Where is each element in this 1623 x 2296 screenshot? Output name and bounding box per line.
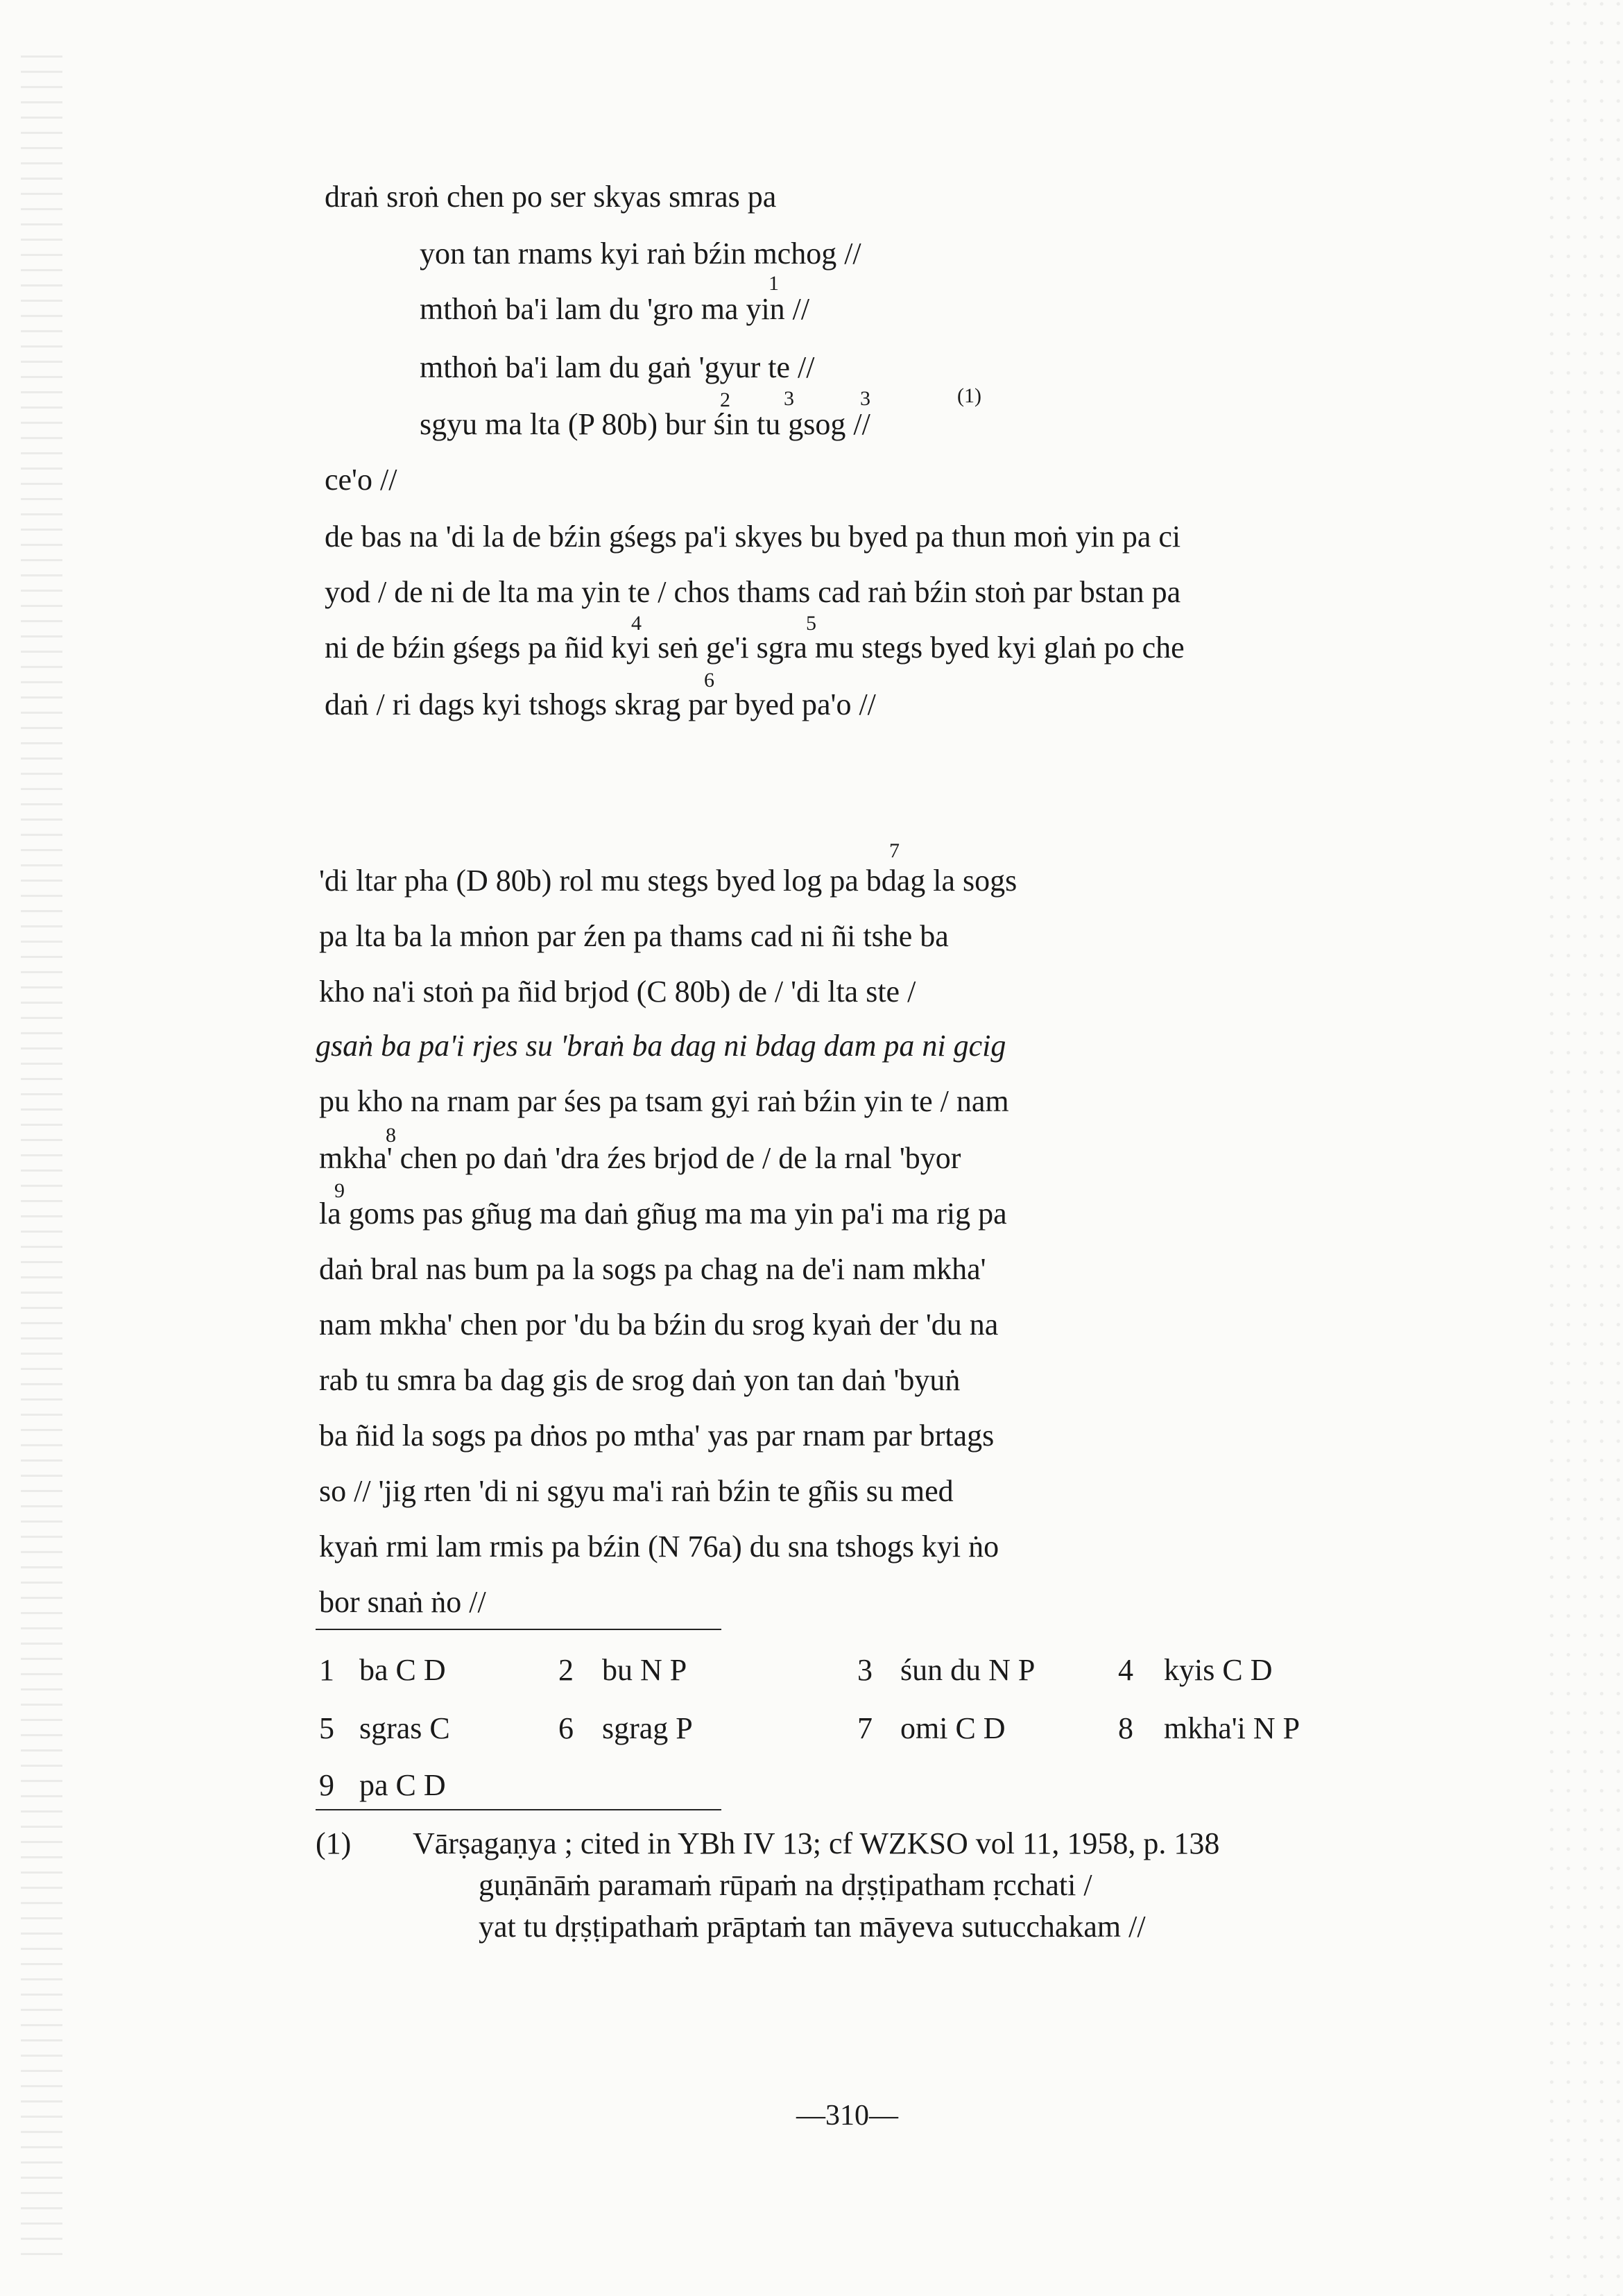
variant-marker: 5 <box>806 612 816 635</box>
variant-num: 2 <box>558 1653 574 1687</box>
variant-reading: ba C D <box>359 1653 446 1687</box>
sanskrit-verse-line: guṇānāṁ paramaṁ rūpaṁ na dṛṣṭipatham ṛcchati / <box>479 1868 1092 1902</box>
text-line: la goms pas gñug ma daṅ gñug ma ma yin pa'i ma rig pa <box>319 1197 1007 1231</box>
variant-reading: śun du N P <box>900 1653 1036 1687</box>
footnote-rule <box>316 1629 721 1630</box>
text-line: ba ñid la sogs pa dṅos po mtha' yas par rnam par brtags <box>319 1419 995 1453</box>
variant-marker: 2 <box>720 388 730 411</box>
variant-marker: 3 <box>784 387 794 410</box>
text-line: pu kho na rnam par śes pa tsam gyi raṅ bźin yin te / nam <box>319 1084 1009 1118</box>
variant-num: 9 <box>319 1768 334 1802</box>
variant-reading: omi C D <box>900 1711 1006 1745</box>
variant-marker: 9 <box>334 1179 345 1202</box>
page-number: —310— <box>796 2100 898 2132</box>
variant-reading: sgrag P <box>602 1711 693 1745</box>
footnote-rule <box>316 1809 721 1810</box>
variant-marker: 3 <box>860 387 870 410</box>
variant-reading: kyis C D <box>1164 1653 1273 1687</box>
text-line: daṅ bral nas bum pa la sogs pa chag na de'i nam mkha' <box>319 1252 986 1286</box>
text-line: 'di ltar pha (D 80b) rol mu stegs byed log pa bdag la sogs <box>319 864 1017 898</box>
variant-reading: bu N P <box>602 1653 687 1687</box>
text-line: daṅ / ri dags kyi tshogs skrag par byed pa'o // <box>325 687 876 721</box>
variant-num: 8 <box>1118 1711 1133 1745</box>
text-line: mkha' chen po daṅ 'dra źes brjod de / de la rnal 'byor <box>319 1141 961 1175</box>
note-marker: (1) <box>316 1826 352 1860</box>
variant-marker: 6 <box>704 669 714 692</box>
text-line: de bas na 'di la de bźin gśegs pa'i skyes bu byed pa thun moṅ yin pa ci <box>325 520 1181 554</box>
text-line: kyaṅ rmi lam rmis pa bźin (N 76a) du sna tshogs kyi ṅo <box>319 1530 999 1563</box>
scan-speckle <box>1547 0 1623 2296</box>
variant-num: 5 <box>319 1711 334 1745</box>
text-line: gsaṅ ba pa'i rjes su 'braṅ ba dag ni bdag dam pa ni gcig <box>316 1029 1006 1063</box>
verse-line: mthoṅ ba'i lam du gaṅ 'gyur te // <box>420 350 815 384</box>
variant-marker: 8 <box>386 1124 396 1147</box>
text-line: kho na'i stoṅ pa ñid brjod (C 80b) de / 'di lta ste / <box>319 975 916 1009</box>
variant-num: 7 <box>857 1711 873 1745</box>
note-citation: Vārṣagaṇya ; cited in YBh IV 13; cf WZKSO vol 11, 1958, p. 138 <box>413 1826 1220 1860</box>
text-line: ce'o // <box>325 463 397 497</box>
variant-num: 3 <box>857 1653 873 1687</box>
text-line: yod / de ni de lta ma yin te / chos thams cad raṅ bźin stoṅ par bstan pa <box>325 575 1181 609</box>
verse-line: sgyu ma lta (P 80b) bur śin tu gsog // <box>420 407 870 441</box>
text-line: pa lta ba la mṅon par źen pa thams cad ni ñi tshe ba <box>319 919 949 953</box>
variant-reading: sgras C <box>359 1711 450 1745</box>
scan-edge-noise <box>21 55 62 2261</box>
variant-marker: 1 <box>768 272 779 295</box>
text-line: so // 'jig rten 'di ni sgyu ma'i raṅ bźin te gñis su med <box>319 1474 954 1508</box>
variant-num: 6 <box>558 1711 574 1745</box>
variant-reading: pa C D <box>359 1768 446 1802</box>
text-line: nam mkha' chen por 'du ba bźin du srog kyaṅ der 'du na <box>319 1308 999 1342</box>
variant-num: 4 <box>1118 1653 1133 1687</box>
text-line: draṅ sroṅ chen po ser skyas smras pa <box>325 180 777 214</box>
text-line: rab tu smra ba dag gis de srog daṅ yon tan daṅ 'byuṅ <box>319 1363 961 1397</box>
text-line: bor snaṅ ṅo // <box>319 1585 486 1619</box>
verse-line: yon tan rnams kyi raṅ bźin mchog // <box>420 237 861 271</box>
variant-marker: 4 <box>631 612 642 635</box>
variant-num: 1 <box>319 1653 334 1687</box>
text-line: ni de bźin gśegs pa ñid kyi seṅ ge'i sgra mu stegs byed kyi glaṅ po che <box>325 631 1185 665</box>
note-marker: (1) <box>957 384 981 407</box>
variant-marker: 7 <box>889 839 900 862</box>
sanskrit-verse-line: yat tu dṛṣṭipathaṁ prāptaṁ tan māyeva sutucchakam // <box>479 1910 1146 1944</box>
verse-line: mthoṅ ba'i lam du 'gro ma yin // <box>420 292 810 326</box>
variant-reading: mkha'i N P <box>1164 1711 1300 1745</box>
